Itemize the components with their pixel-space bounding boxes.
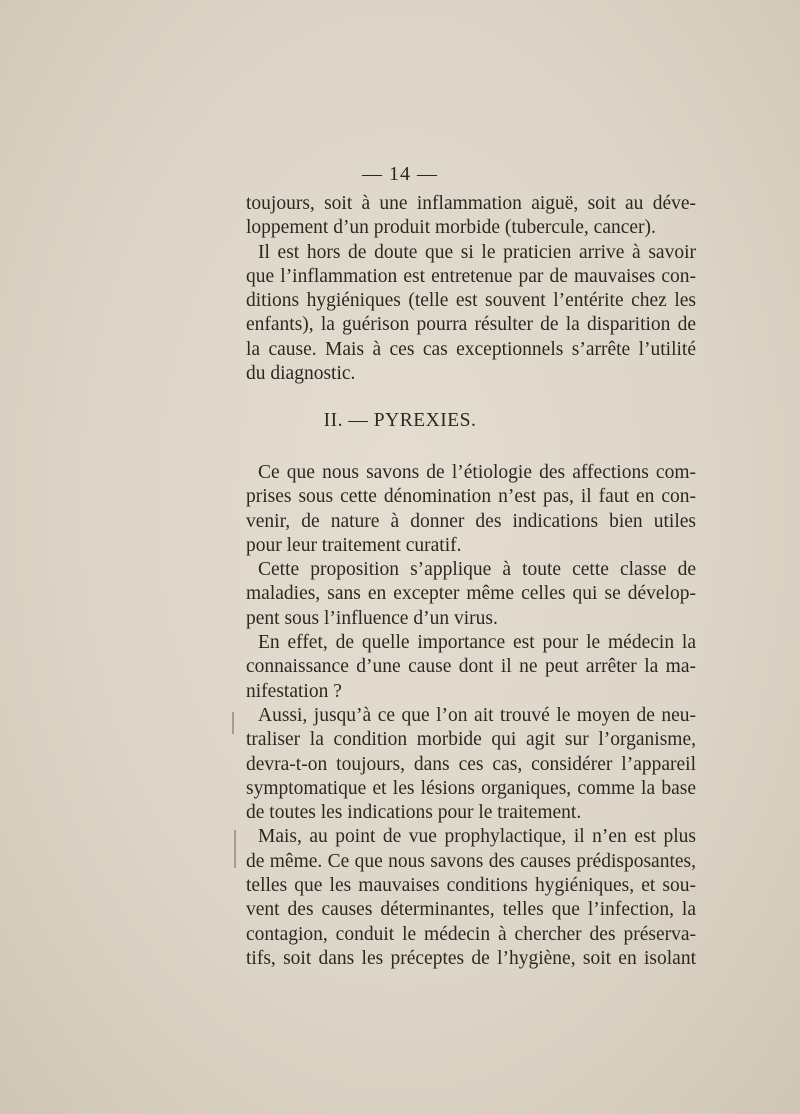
text-line: toujours, soit à une inflammation aiguë, soit au déve- [246,193,696,214]
text-line: Il est hors de doute que si le praticien arrive à savoir [258,241,696,263]
paragraph-block-main [246,461,696,971]
text-line: connaissance d’une cause dont il ne peut arrêter la ma- [246,656,696,678]
margin-pencil-mark [234,830,236,868]
section-heading: II. — PYREXIES. [323,410,477,431]
text-line: telles que les mauvaises conditions hygiéniques, et sou- [246,875,696,897]
margin-pencil-mark [232,712,234,734]
text-line: traliser la condition morbide qui agit sur l’organisme, [246,729,696,751]
text-line: la cause. Mais à ces cas exceptionnels s’arrête l’utilité [246,338,696,360]
text-line: loppement d’un produit morbide (tubercule, cancer). [246,217,656,239]
text-line: vent des causes déterminantes, telles que l’infection, la [246,899,696,921]
text-line: du diagnostic. [246,363,356,385]
text-line: Mais, au point de vue prophylactique, il n’en est plus [258,826,696,848]
text-line: maladies, sans en excepter même celles qui se dévelop- [246,583,696,605]
text-line: pent sous l’influence d’un virus. [246,607,498,629]
text-line: Aussi, jusqu’à ce que l’on ait trouvé le moyen de neu- [258,704,696,726]
text-line: de même. Ce que nous savons des causes prédisposantes, [246,850,696,872]
text-line: tifs, soit dans les préceptes de l’hygiène, soit en isolant [246,947,696,969]
text-line: prises sous cette dénomination n’est pas, il faut en con- [246,486,696,508]
paragraph-block-top [246,192,696,386]
text-line: symptomatique et les lésions organiques, comme la base [246,777,696,799]
text-line: Cette proposition s’applique à toute cette classe de [258,559,696,581]
text-line: enfants), la guérison pourra résulter de la disparition de [246,314,696,336]
text-line: venir, de nature à donner des indications bien utiles [246,510,696,532]
text-line: que l’inflammation est entretenue par de mauvaises con- [246,265,696,287]
text-line: En effet, de quelle importance est pour le médecin la [258,632,696,654]
text-line: contagion, conduit le médecin à chercher des préserva- [246,923,696,945]
page-number: — 14 — [362,163,438,185]
text-line: ditions hygiéniques (telle est souvent l’entérite chez les [246,290,696,312]
text-line: de toutes les indications pour le traitement. [246,802,582,824]
text-line: nifestation ? [246,680,342,702]
text-line: pour leur traitement curatif. [246,534,462,556]
text-line: devra-t-on toujours, dans ces cas, considérer l’appareil [246,753,696,775]
text-line: Ce que nous savons de l’étiologie des affections com- [258,462,696,483]
